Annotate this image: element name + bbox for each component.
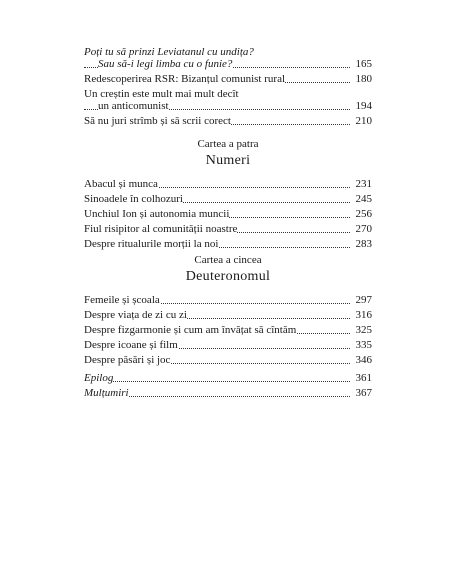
- toc-entry-title: Despre păsări și joc: [84, 354, 171, 366]
- toc-entry-page: 245: [355, 193, 372, 205]
- part-label: Cartea a cincea: [194, 254, 262, 266]
- toc-entry: [84, 193, 372, 205]
- part3-entries: [84, 46, 372, 127]
- toc-entry-title: Despre viața de zi cu zi: [84, 309, 187, 321]
- part5-entries: [84, 294, 372, 366]
- toc-entry: [84, 178, 372, 190]
- toc-entry-title: Un creștin este mult mai mult decît: [84, 88, 239, 100]
- part-label: Cartea a patra: [197, 138, 259, 150]
- leader-dots: [84, 381, 350, 382]
- toc-entry-page: 283: [355, 238, 372, 250]
- toc-entry-title: Fiul risipitor al comunității noastre: [84, 223, 238, 235]
- toc-entry: [84, 309, 372, 321]
- toc-entry-page: 210: [355, 115, 372, 127]
- toc-entry-page: 346: [355, 354, 372, 366]
- toc-entry: [84, 73, 372, 85]
- toc-entry-title: Despre icoane și film: [84, 339, 178, 351]
- toc-entry-page: 194: [355, 100, 372, 112]
- toc-entry-page: 270: [355, 223, 372, 235]
- toc-entry-page: 165: [355, 58, 372, 70]
- toc-entry-line1: [84, 88, 372, 100]
- toc-entry: [84, 339, 372, 351]
- toc-entry-page: 325: [355, 324, 372, 336]
- toc-entry-title: Despre fizgarmonie și cum am învățat să cîntăm: [84, 324, 297, 336]
- toc-entry: [84, 208, 372, 220]
- toc-entry: [84, 100, 372, 112]
- toc-entry-page: 335: [355, 339, 372, 351]
- toc-entry: [84, 223, 372, 235]
- toc-entry-title: Femeile și școala: [84, 294, 160, 306]
- toc-entry-title: un anticomunist: [98, 100, 169, 112]
- toc-entry-line1: [84, 46, 372, 58]
- toc-entry: [84, 324, 372, 336]
- toc-entry-page: 367: [355, 387, 372, 399]
- part-title: Numeri: [205, 153, 251, 168]
- toc-entry-page: 231: [355, 178, 372, 190]
- toc-entry-title: Epilog: [84, 372, 114, 384]
- toc-entry-title: Să nu juri strîmb și să scrii corect: [84, 115, 231, 127]
- toc-entry-page: 297: [355, 294, 372, 306]
- toc-entry: [84, 58, 372, 70]
- toc-entry-page: 361: [355, 372, 372, 384]
- toc-entry-title: Mulțumiri: [84, 387, 129, 399]
- toc-entry: [84, 294, 372, 306]
- toc-entry-title: Poți tu să prinzi Leviatanul cu undița?: [84, 46, 254, 58]
- toc-entry-page: 180: [355, 73, 372, 85]
- part-title: Deuteronomul: [185, 269, 271, 284]
- toc-entry-title: Abacul și munca: [84, 178, 158, 190]
- toc-entry: [84, 372, 372, 384]
- toc-entry-title: Sinoadele în colhozuri: [84, 193, 183, 205]
- toc-entry-title: Despre ritualurile morții la noi: [84, 238, 219, 250]
- toc-entry-title: Sau să-i legi limba cu o funie?: [98, 58, 233, 70]
- toc-entry-page: 316: [355, 309, 372, 321]
- toc-entry: [84, 238, 372, 250]
- toc-entry-title: Unchiul Ion și autonomia muncii: [84, 208, 230, 220]
- part4-entries: [84, 178, 372, 250]
- toc-entry-page: 256: [355, 208, 372, 220]
- toc-entry-title: Redescoperirea RSR: Bizanțul comunist rural: [84, 73, 286, 85]
- end-entries: [84, 372, 372, 399]
- toc-entry: [84, 115, 372, 127]
- toc-entry: [84, 354, 372, 366]
- toc-entry: [84, 387, 372, 399]
